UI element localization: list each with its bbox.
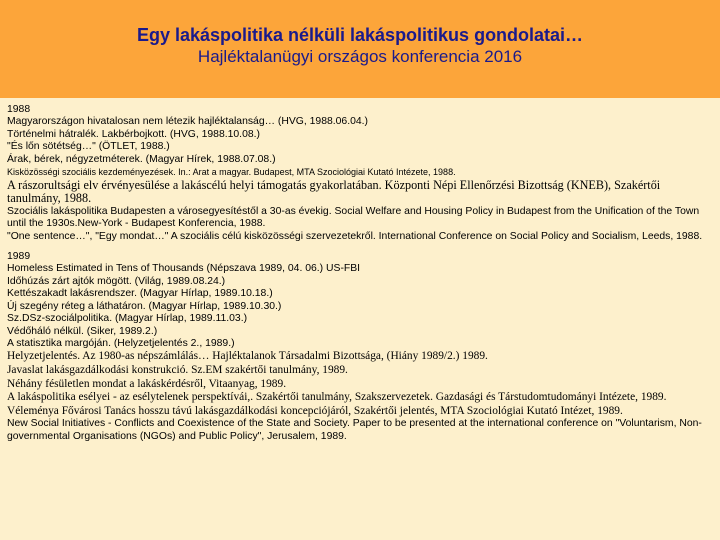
year-heading: 1989	[7, 251, 31, 263]
year-heading: 1988	[7, 104, 31, 115]
bibliography-entry: A statisztika margóján. (Helyzetjelentés 2., 1989.)	[7, 337, 235, 349]
year-section	[7, 251, 714, 443]
bibliography-entry: Homeless Estimated in Tens of Thousands (Népszava 1989, 04. 06.) US-FBI	[7, 263, 361, 275]
bibliography-entry: A lakáspolitika esélyei - az esélytelenek perspektívái,. Szakértői tanulmány, Szakszervezetek. Gazdasági és Társtudomtudományi Intézete, 1989.	[7, 391, 667, 404]
header-banner	[0, 0, 720, 98]
page-subtitle: Hajléktalanügyi országos konferencia 2016	[197, 47, 523, 66]
bibliography-entry: Néhány fésületlen mondat a lakáskérdésről, Vitaanyag, 1989.	[7, 377, 287, 390]
bibliography-entry: "One sentence…", "Egy mondat…" A szociális célú kisközösségi szervezetekről. International Conference on Social Policy and Socialism, Leeds, 1988.	[7, 230, 703, 242]
bibliography-content	[0, 98, 720, 443]
bibliography-entry: Helyzetjelentés. Az 1980-as népszámlálás… Hajléktalanok Társadalmi Bizottsága, (Hiány 1989/2.) 1989.	[7, 350, 488, 363]
page-title: Egy lakáspolitika nélküli lakáspolitikus gondolatai…	[136, 25, 584, 45]
bibliography-entry: Történelmi hátralék. Lakbérbojkott. (HVG, 1988.10.08.)	[7, 128, 260, 140]
year-section	[7, 104, 714, 243]
bibliography-entry: New Social Initiatives - Conflicts and Coexistence of the State and Society. Paper to be presented at the international conference on "Voluntarism, Non-governmental Organisations (NGOs) and Public Policy", Jerusalem, 1989.	[7, 418, 702, 442]
bibliography-entry: Új szegény réteg a láthatáron. (Magyar Hírlap, 1989.10.30.)	[7, 300, 282, 312]
bibliography-entry: Javaslat lakásgazdálkodási konstrukció. Sz.EM szakértői tanulmány, 1989.	[7, 363, 348, 376]
bibliography-entry: Időhúzás zárt ajtók mögött. (Világ, 1989.08.24.)	[7, 275, 226, 287]
bibliography-entry: Kisközösségi szociális kezdeményezések. In.: Arat a magyar. Budapest, MTA Szociológiai Kutató Intézete, 1988.	[7, 167, 456, 178]
bibliography-entry: Szociális lakáspolitika Budapesten a városegyesítéstől a 30-as évekig. Social Welfare and Housing Policy in Budapest from the Unification of the Town until the 1930s.New-York - Budapest Konferencia, 1988.	[7, 205, 700, 230]
bibliography-entry: Védőháló nélkül. (Siker, 1989.2.)	[7, 325, 158, 337]
bibliography-entry: "És lőn sötétség…" (ÖTLET, 1988.)	[7, 141, 170, 153]
bibliography-entry: Magyarországon hivatalosan nem létezik hajléktalanság… (HVG, 1988.06.04.)	[7, 116, 368, 128]
bibliography-entry: A rászorultsági elv érvényesülése a lakáscélú helyi támogatás gyakorlatában. Központi Népi Ellenőrzési Bizottság (KNEB), Szakértői tanulmány, 1988.	[7, 178, 661, 206]
bibliography-entry: Véleménya Fővárosi Tanács hosszu távú lakásgazdálkodási koncepciójáról, Szakértői jelentés, MTA Szociológiai Kutató Intézet, 1989.	[7, 404, 623, 417]
bibliography-entry: Sz.DSz-szociálpolitika. (Magyar Hírlap, 1989.11.03.)	[7, 313, 248, 325]
bibliography-entry: Árak, bérek, négyzetméterek. (Magyar Hírek, 1988.07.08.)	[7, 153, 276, 165]
bibliography-entry: Kettészakadt lakásrendszer. (Magyar Hírlap, 1989.10.18.)	[7, 288, 273, 300]
